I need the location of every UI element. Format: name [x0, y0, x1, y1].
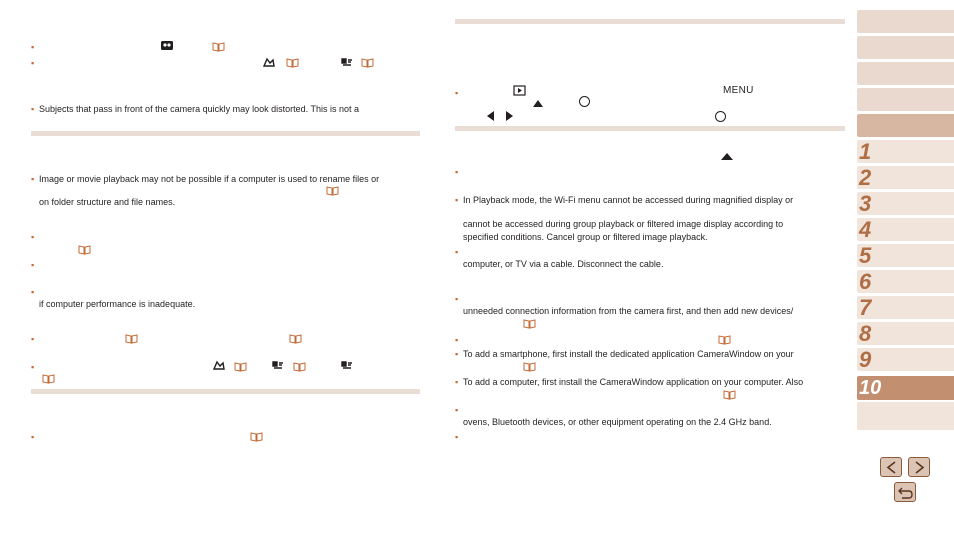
section-divider	[31, 131, 420, 136]
sidebar-tab-index[interactable]	[857, 402, 954, 430]
section-divider	[455, 19, 845, 24]
up-arrow-icon	[721, 153, 733, 160]
prev-page-button[interactable]	[880, 457, 902, 477]
bullet: ▪	[31, 42, 35, 52]
bullet: ▪	[455, 335, 459, 345]
page-reference-icon[interactable]	[718, 335, 731, 345]
section-divider	[455, 126, 845, 131]
bullet: ▪	[455, 195, 459, 205]
chapter-number: 3	[859, 191, 872, 216]
page-reference-icon[interactable]	[78, 245, 91, 255]
page-reference-icon[interactable]	[125, 334, 138, 344]
page-reference-icon[interactable]	[523, 319, 536, 329]
paragraph: Subjects that pass in front of the camera quickly may look distorted. This is not a	[39, 104, 359, 114]
bullet: ▪	[31, 287, 35, 297]
chapter-number: 7	[859, 295, 872, 320]
page-reference-icon[interactable]	[326, 186, 339, 196]
prev-page-icon	[886, 461, 897, 474]
bullet: ▪	[455, 247, 459, 257]
paragraph: To add a computer, first install the CameraWindow application on your computer. Also	[463, 377, 804, 387]
paragraph: specified conditions. Cancel group or filtered image playback.	[463, 232, 708, 242]
paragraph: In Playback mode, the Wi-Fi menu cannot be accessed during magnified display or	[463, 195, 794, 205]
playback-button-icon	[513, 85, 527, 96]
return-icon	[898, 486, 913, 499]
bullet: ▪	[455, 167, 459, 177]
bullet: ▪	[31, 174, 35, 184]
paragraph: To add a smartphone, first install the dedicated application CameraWindow on your	[463, 349, 794, 359]
camera-mode-icon	[160, 40, 174, 51]
paragraph: cannot be accessed during group playback or filtered image display according to	[463, 219, 784, 229]
paragraph: ovens, Bluetooth devices, or other equipment operating on the 2.4 GHz band.	[463, 417, 772, 427]
paragraph: Image or movie playback may not be possible if a computer is used to rename files or	[39, 174, 380, 184]
bullet: ▪	[455, 377, 459, 387]
bullet: ▪	[455, 432, 459, 442]
page-reference-icon[interactable]	[250, 432, 263, 442]
chapter-number: 1	[859, 139, 872, 164]
handheld-night-icon	[271, 360, 285, 371]
sidebar-tab-camera-basics[interactable]	[857, 114, 954, 137]
return-button[interactable]	[894, 482, 916, 502]
chapter-number: 4	[859, 217, 872, 242]
page-reference-icon[interactable]	[42, 374, 55, 384]
bullet: ▪	[455, 405, 459, 415]
bullet: ▪	[455, 349, 459, 359]
page-reference-icon[interactable]	[523, 362, 536, 372]
bullet: ▪	[455, 88, 459, 98]
chapter-number: 2	[859, 165, 872, 190]
handheld-night-icon	[340, 57, 354, 68]
page-reference-icon[interactable]	[723, 390, 736, 400]
chapter-number: 8	[859, 321, 872, 346]
sidebar-tab-advanced-guide[interactable]	[857, 88, 954, 111]
next-page-icon	[914, 461, 925, 474]
func-set-button-icon	[715, 111, 726, 122]
chapter-number: 9	[859, 347, 872, 372]
portrait-mode-icon	[262, 57, 276, 68]
func-set-button-icon	[579, 96, 590, 107]
left-arrow-icon	[487, 111, 494, 121]
page-reference-icon[interactable]	[361, 58, 374, 68]
bullet: ▪	[455, 294, 459, 304]
menu-button-label: MENU	[723, 85, 754, 96]
bullet: ▪	[31, 104, 35, 114]
bullet: ▪	[31, 260, 35, 270]
sidebar-tab-cover[interactable]	[857, 10, 954, 33]
page-reference-icon[interactable]	[293, 362, 306, 372]
section-divider	[31, 389, 420, 394]
bullet: ▪	[31, 58, 35, 68]
next-page-button[interactable]	[908, 457, 930, 477]
page-reference-icon[interactable]	[234, 362, 247, 372]
right-arrow-icon	[506, 111, 513, 121]
up-arrow-icon	[533, 100, 543, 107]
page-reference-icon[interactable]	[286, 58, 299, 68]
bullet: ▪	[31, 232, 35, 242]
paragraph: on folder structure and file names.	[39, 197, 176, 207]
page-reference-icon[interactable]	[212, 42, 225, 52]
paragraph: computer, or TV via a cable. Disconnect the cable.	[463, 259, 664, 269]
sidebar-tab-before-use[interactable]	[857, 36, 954, 59]
paragraph: if computer performance is inadequate.	[39, 299, 196, 309]
handheld-night-icon	[340, 360, 354, 371]
bullet: ▪	[31, 432, 35, 442]
portrait-mode-icon	[212, 360, 226, 371]
bullet: ▪	[31, 334, 35, 344]
bullet: ▪	[31, 362, 35, 372]
chapter-number: 6	[859, 269, 872, 294]
paragraph: unneeded connection information from the camera first, and then add new devices/	[463, 306, 794, 316]
sidebar-tab-basic-guide[interactable]	[857, 62, 954, 85]
chapter-number: 10	[859, 377, 882, 399]
chapter-number: 5	[859, 243, 872, 268]
page-reference-icon[interactable]	[289, 334, 302, 344]
